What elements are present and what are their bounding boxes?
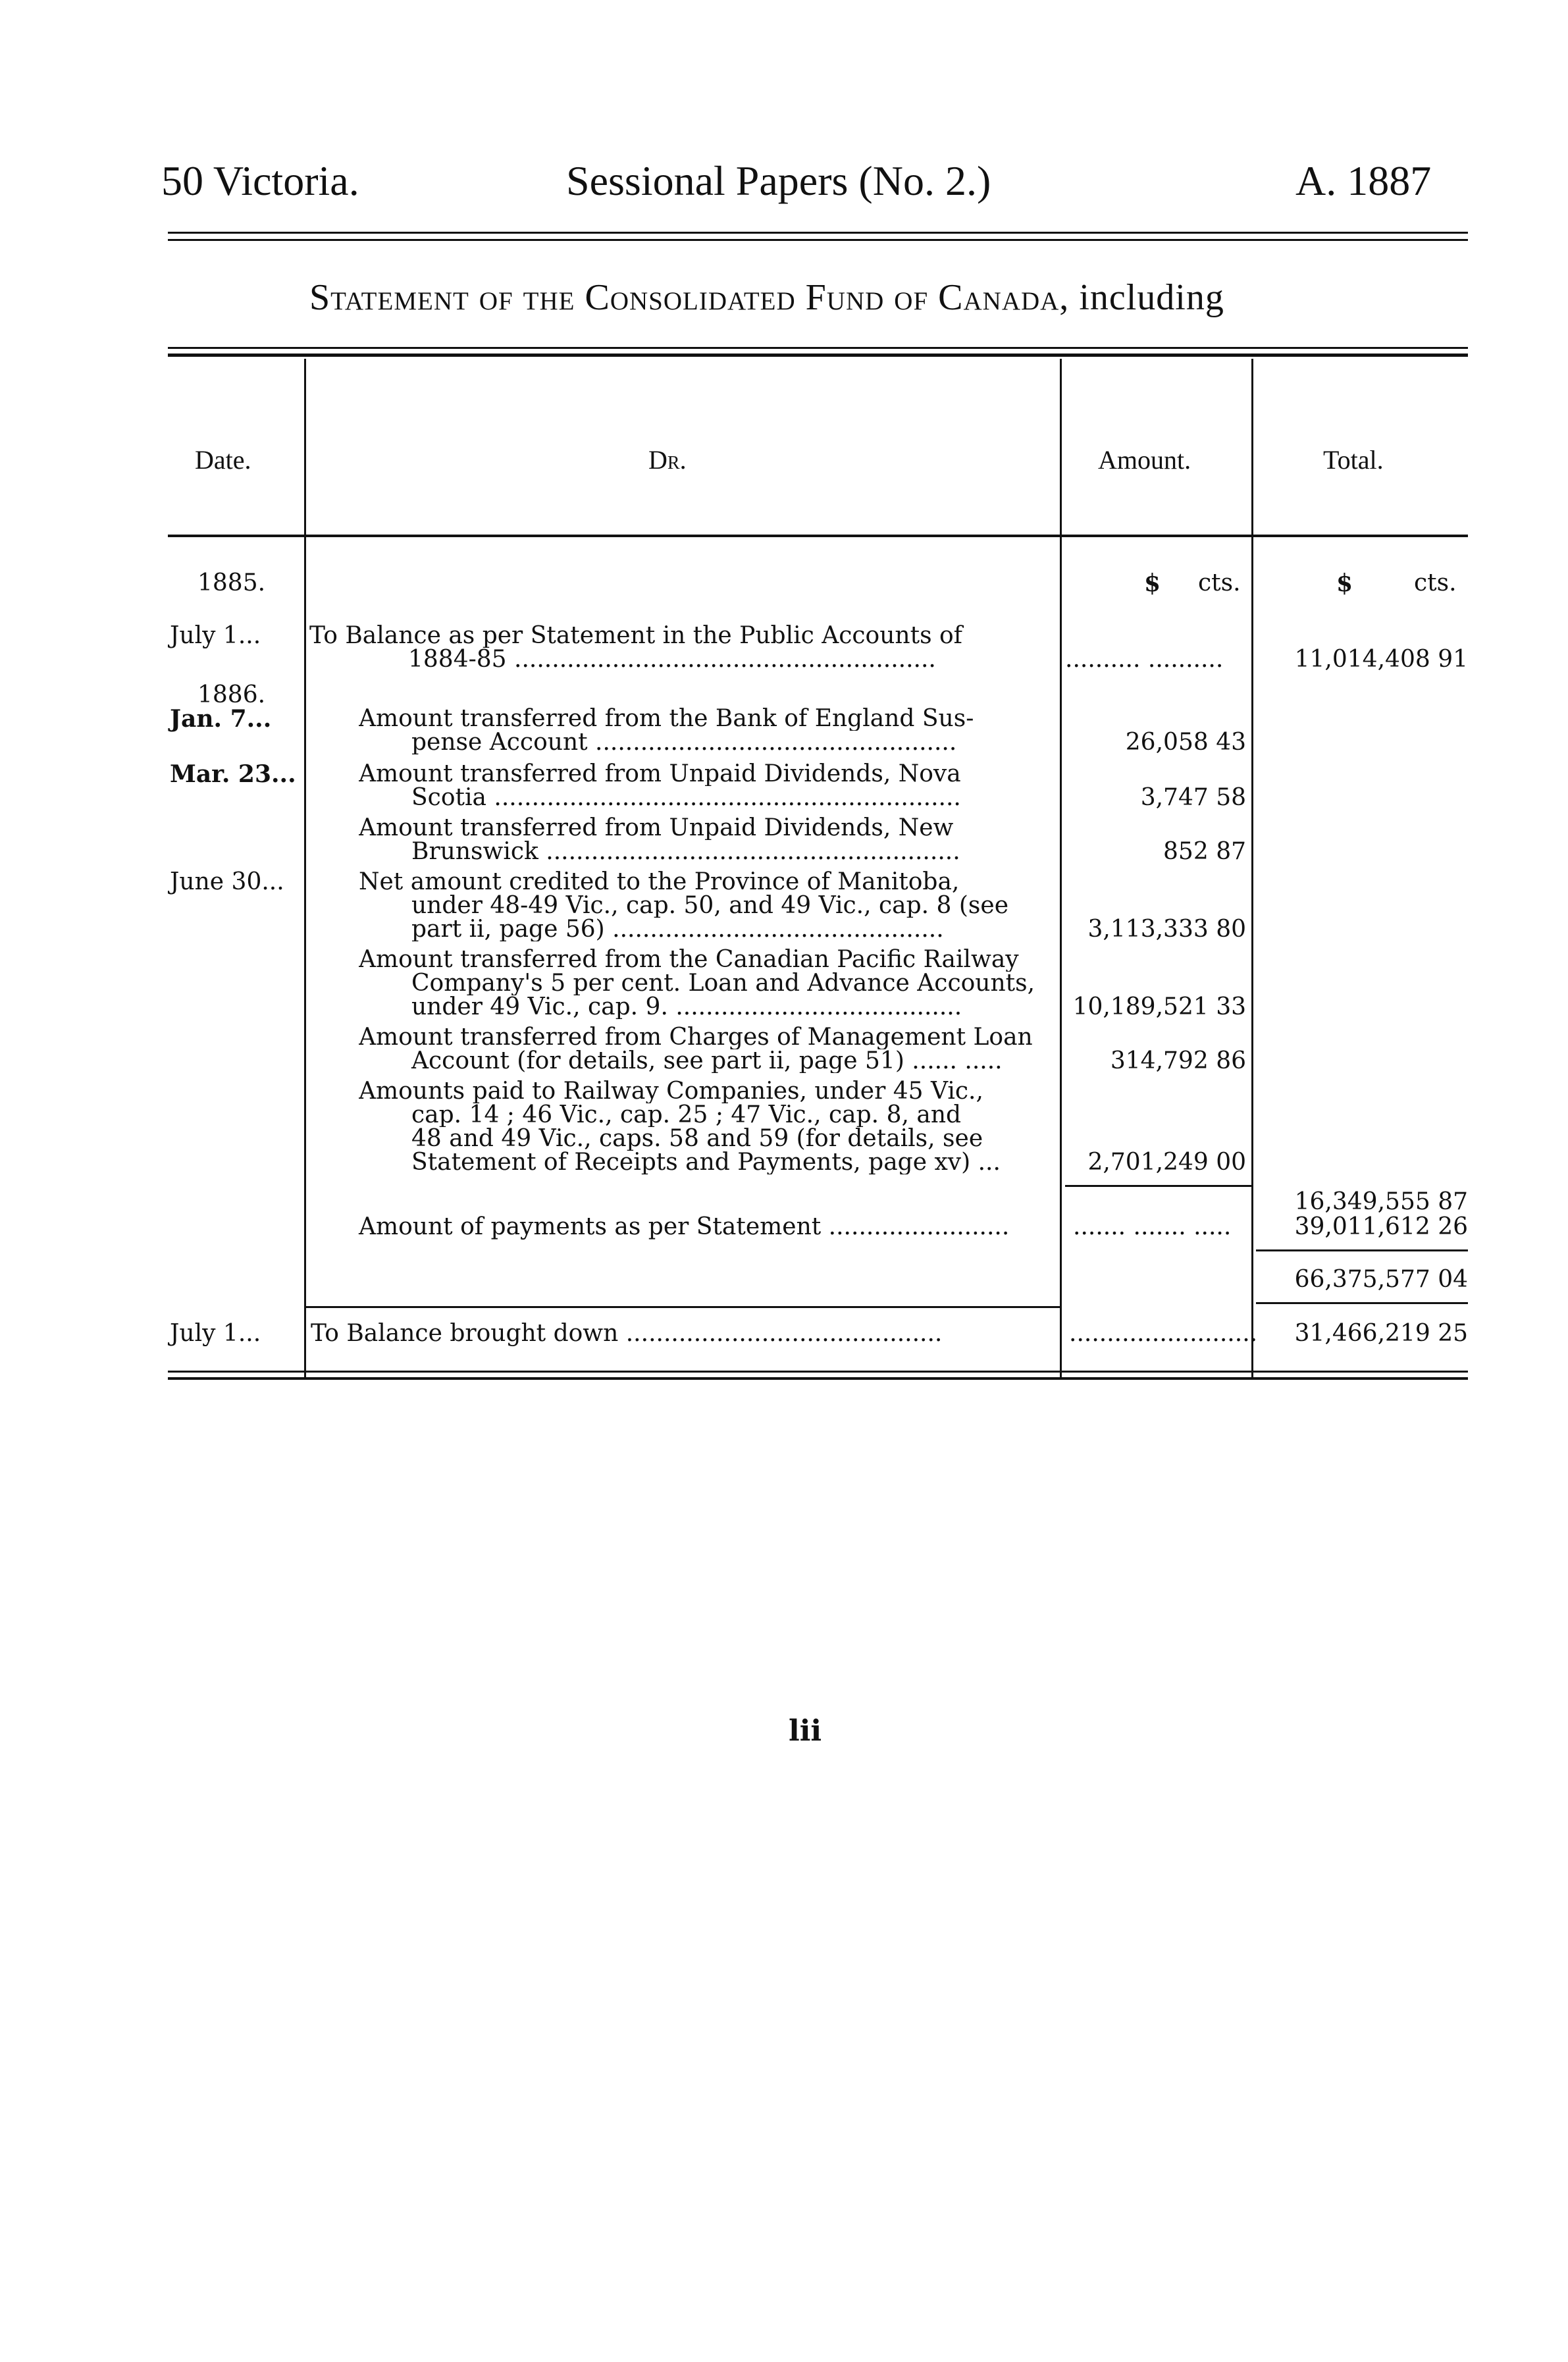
row-description-line: Amount transferred from Unpaid Dividends, Nova: [359, 762, 961, 786]
payments-amount: ....... ....... .....: [1073, 1213, 1232, 1240]
header-rule-bottom: [168, 239, 1468, 241]
row-amount: 3,113,333 80: [1087, 916, 1246, 943]
row-description: [359, 1026, 1057, 1073]
grand-total-rule-bottom: [1256, 1302, 1468, 1304]
amount-cents-unit: cts.: [1198, 569, 1241, 596]
payments-total: 39,011,612 26: [1294, 1213, 1468, 1240]
amount-subtotal-rule: [1065, 1185, 1253, 1187]
row-description-line: Amounts paid to Railway Companies, under 45 Vic.,: [359, 1080, 983, 1103]
row-description-line: Brunswick .......................................................: [411, 840, 960, 864]
running-header-left: 50 Victoria.: [161, 157, 359, 204]
year-1886: 1886.: [197, 681, 266, 708]
table-rule-top-2: [168, 354, 1468, 357]
row-total: 11,014,408 91: [1294, 646, 1468, 673]
row-date: July 1...: [170, 622, 261, 649]
row-description-line: Amount transferred from Charges of Management Loan: [359, 1026, 1033, 1049]
running-header-center: Sessional Papers (No. 2.): [566, 157, 991, 204]
row-description-line: Company's 5 per cent. Loan and Advance Accounts,: [411, 972, 1035, 995]
grand-total: 66,375,577 04: [1294, 1266, 1468, 1293]
balance-rule: [304, 1306, 1061, 1308]
payments-label: Amount of payments as per Statement ........................: [359, 1213, 1010, 1240]
row-description-line: Amount transferred from Unpaid Dividends, New: [359, 816, 954, 840]
row-description-line: Scotia ..............................................................: [411, 786, 961, 810]
row-description-line: Amount transferred from the Bank of England Sus-: [359, 707, 974, 731]
table-rule-bottom-1: [168, 1371, 1468, 1373]
balance-amount: .........................: [1069, 1320, 1258, 1347]
row-amount: 852 87: [1163, 838, 1246, 865]
row-description-line: under 49 Vic., cap. 9. ......................................: [411, 995, 962, 1019]
row-amount: 10,189,521 33: [1072, 993, 1246, 1020]
row-description-line: under 48-49 Vic., cap. 50, and 49 Vic., cap. 8 (see: [411, 894, 1009, 918]
grand-total-rule-top: [1256, 1249, 1468, 1251]
header-rule-top: [168, 232, 1468, 234]
row-description: [309, 624, 1047, 671]
total-dollar-unit: $: [1336, 569, 1353, 597]
row-amount: .......... ..........: [1065, 646, 1224, 673]
column-header-amount: Amount.: [1098, 445, 1191, 475]
row-description-line: Account (for details, see part ii, page 51) ...... .....: [411, 1049, 1003, 1073]
page-number: lii: [789, 1714, 822, 1748]
row-description-line: To Balance as per Statement in the Public Accounts of: [309, 624, 962, 648]
table-rule-top-1: [168, 347, 1468, 349]
row-date: Jan. 7...: [170, 705, 272, 733]
statement-title: [309, 276, 1224, 319]
row-description-line: 1884-85 ........................................................: [408, 648, 936, 671]
subtotal: 16,349,555 87: [1294, 1188, 1468, 1215]
statement-title-main: Statement of the Consolidated Fund of Canada,: [309, 277, 1070, 318]
row-description-line: pense Account ................................................: [411, 731, 957, 754]
column-divider-description: [1060, 359, 1062, 1379]
column-header-dr: Dr.: [648, 445, 687, 475]
column-header-total: Total.: [1323, 445, 1384, 475]
row-amount: 26,058 43: [1125, 729, 1246, 756]
row-description: [359, 762, 1057, 810]
row-description: [359, 870, 1057, 941]
table-rule-bottom-2: [168, 1377, 1468, 1380]
amount-dollar-unit: $: [1144, 569, 1161, 597]
column-divider-date: [304, 359, 306, 1379]
row-description: [359, 816, 1057, 864]
row-description: [359, 707, 1057, 754]
column-header-date: Date.: [195, 445, 251, 475]
row-description-line: Amount transferred from the Canadian Pacific Railway: [359, 948, 1019, 972]
row-date: June 30...: [170, 868, 284, 895]
row-description-line: Net amount credited to the Province of Manitoba,: [359, 870, 960, 894]
row-description-line: 48 and 49 Vic., caps. 58 and 59 (for details, see: [411, 1127, 983, 1151]
row-date: Mar. 23...: [170, 760, 296, 788]
row-amount: 2,701,249 00: [1087, 1149, 1246, 1176]
balance-label: To Balance brought down ..........................................: [311, 1320, 943, 1347]
row-amount: 314,792 86: [1110, 1047, 1246, 1074]
total-cents-unit: cts.: [1414, 569, 1457, 596]
column-header-rule: [168, 535, 1468, 537]
row-description-line: Statement of Receipts and Payments, page xv) ...: [411, 1151, 1001, 1174]
row-description: [359, 948, 1057, 1019]
row-description-line: cap. 14 ; 46 Vic., cap. 25 ; 47 Vic., cap. 8, and: [411, 1103, 962, 1127]
row-description: [359, 1080, 1057, 1174]
year-1885: 1885.: [197, 569, 266, 596]
balance-total: 31,466,219 25: [1294, 1320, 1468, 1347]
running-header-right: A. 1887: [1295, 157, 1432, 204]
row-amount: 3,747 58: [1140, 784, 1246, 811]
balance-date: July 1...: [170, 1320, 261, 1347]
row-description-line: part ii, page 56) ............................................: [411, 918, 944, 941]
column-divider-amount: [1251, 359, 1253, 1379]
statement-title-tail: including: [1079, 277, 1224, 318]
